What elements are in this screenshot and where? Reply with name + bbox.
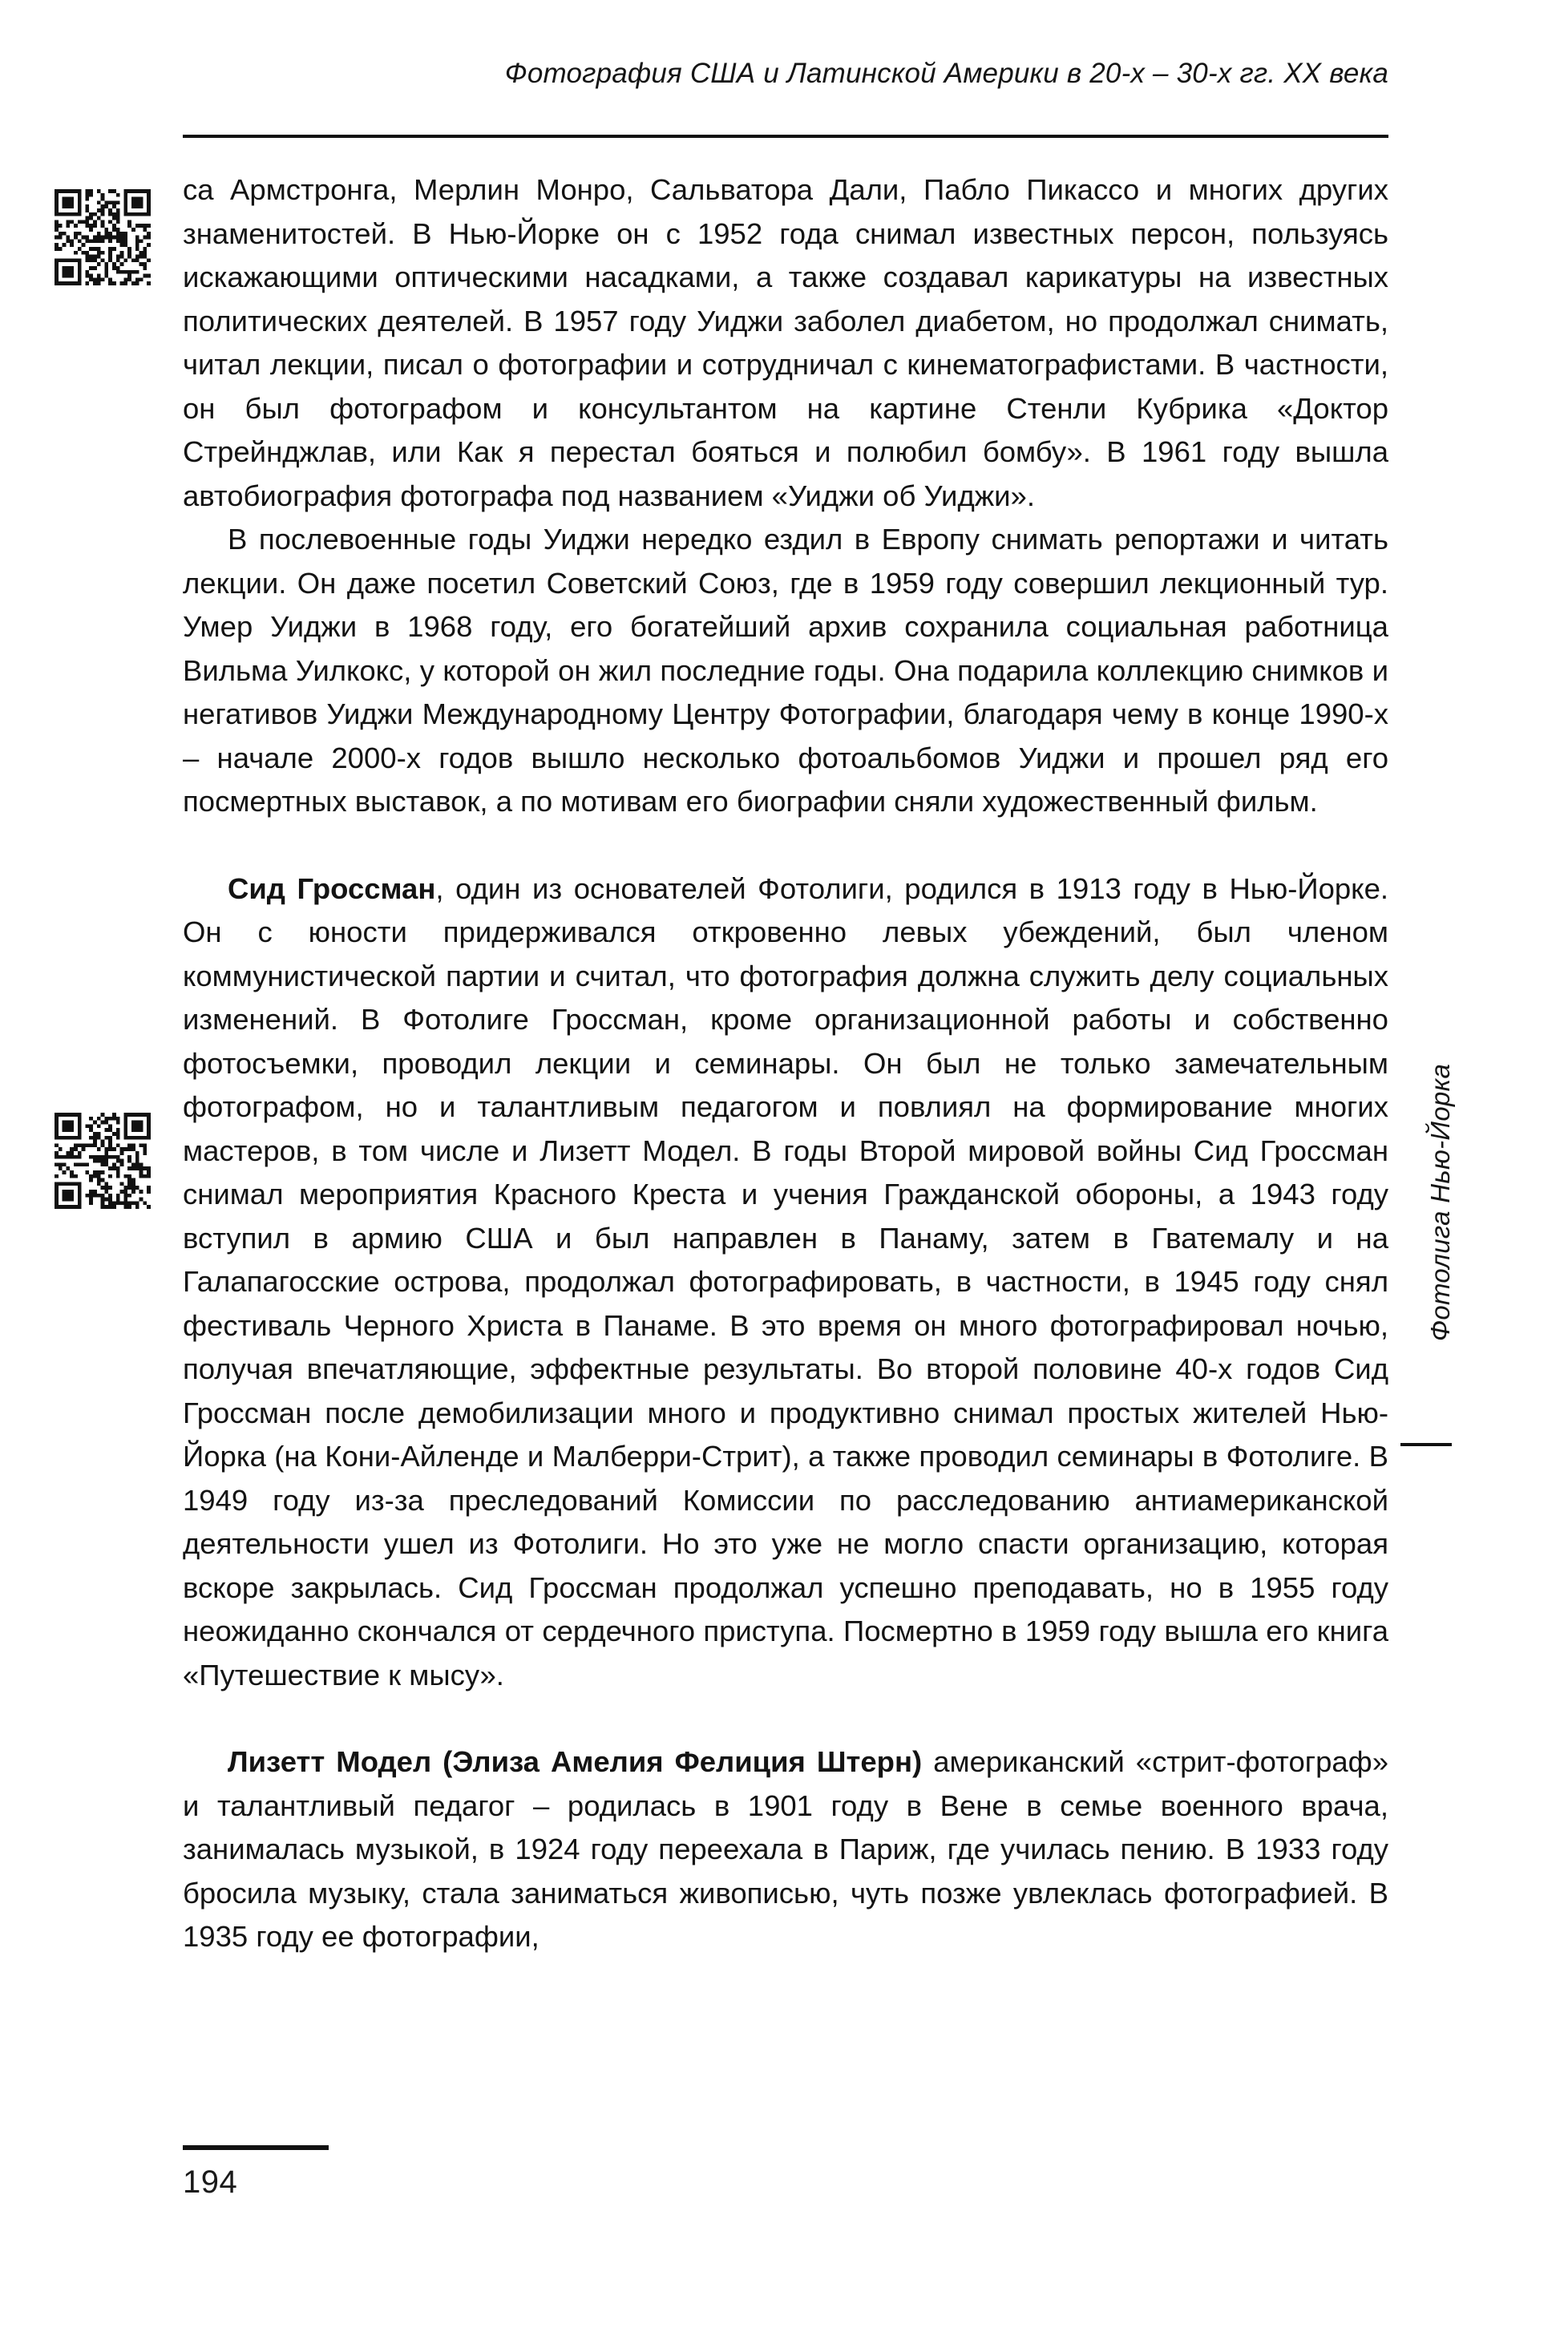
header-rule xyxy=(183,135,1388,138)
paragraph-lisette-model xyxy=(183,1740,1388,1959)
side-running-label xyxy=(1396,954,1485,1451)
paragraph-sid-grossman xyxy=(183,867,1388,1698)
paragraph-weegee-postwar xyxy=(183,518,1388,824)
footer-rule xyxy=(183,2145,329,2150)
qr-code-icon xyxy=(55,1113,151,1209)
paragraph-text: , один из основателей Фотолиги, родился в 1913 году в Нью-Йорке. Он с юности придерживался откровенно левых убеждений, был членом коммунистической партии и считал, что фотография должна служить делу социальных изменений. В Фотолиге Гроссман, кроме организационной работы и собственно фотосъемки, проводил лекции и семинары. Он был не только замечательным фотографом, но и талантливым педагогом и повлиял на формирование многих мастеров, в том числе и Лизетт Модел. В годы Второй мировой войны Сид Гроссман снимал мероприятия Красного Креста и учения Гражданской обороны, а 1943 году вступил в армию США и был направлен в Панаму, затем в Гватемалу и на Галапагосские острова, продолжал фотографировать, в частности, в 1945 году снял фестиваль Черного Христа в Панаме. В это время он много фотографировал ночью, получая впечатляющие, эффектные результаты. Во второй половине 40-х годов Сид Гроссман после демобилизации много и продуктивно снимал простых жителей Нью-Йорка (на Кони-Айленде и Малберри-Стрит), а также проводил семинары в Фотолиге. В 1949 году из-за преследований Комиссии по расследованию антиамериканской деятельности ушел из Фотолиги. Но это уже не могло спасти организацию, которая вскоре закрылась. Сид Гроссман продолжал успешно преподавать, но в 1955 году неожиданно скончался от сердечного приступа. Посмертно в 1959 году вышла его книга «Путешествие к мысу». xyxy=(183,871,1389,1691)
paragraph-lead-name: Лизетт Модел (Элиза Амелия Фелиция Штерн) xyxy=(228,1745,923,1778)
page-number: 194 xyxy=(183,2164,238,2200)
side-label-rule xyxy=(1400,1443,1452,1446)
paragraph-weegee-continued xyxy=(183,168,1388,518)
paragraph-text: В послевоенные годы Уиджи нередко ездил в Европу снимать репортажи и читать лекции. Он даже посетил Советский Союз, где в 1959 году совершил лекционный тур. Умер Уиджи в 1968 году, его богатейший архив сохранила социальная работница Вильма Уилкокс, у которой он жил последние годы. Она подарила коллекцию снимков и негативов Уиджи Международному Центру Фотографии, благодаря чему в конце 1990-х – начале 2000-х годов вышло несколько фотоальбомов Уиджи и прошел ряд его посмертных выставок, а по мотивам его биографии сняли художественный фильм. xyxy=(183,523,1388,818)
paragraph-lead-name: Сид Гроссман xyxy=(228,871,436,905)
paragraph-text: са Армстронга, Мерлин Монро, Сальватора Дали, Пабло Пикассо и многих других знаменитостей. В Нью-Йорке он с 1952 года снимал известных персон, пользуясь искажающими оптическими насадками, а также создавал карикатуры на известных политических деятелей. В 1957 году Уиджи заболел диабетом, но продолжал снимать, читал лекции, писал о фотографии и сотрудничал с кинематографистами. В частности, он был фотографом и консультантом на картине Стенли Кубрика «Доктор Стрейнджлав, или Как я перестал бояться и полюбил бомбу». В 1961 году вышла автобиография фотографа под названием «Уиджи об Уиджи». xyxy=(183,173,1388,512)
side-running-label-text: Фотолига Нью-Йорка xyxy=(1425,1063,1455,1342)
paragraph-text: американский «стрит-фотограф» и талантливый педагог – родилась в 1901 году в Вене в семье военного врача, занималась музыкой, в 1924 году переехала в Париж, где училась пению. В 1933 году бросила музыку, стала заниматься живописью, чуть позже увлеклась фотографией. В 1935 году ее фотографии, xyxy=(183,1745,1389,1953)
text-column xyxy=(183,168,1388,1959)
running-head: Фотография США и Латинской Америки в 20-х – 30-х гг. XX века xyxy=(504,58,1388,89)
qr-code-icon xyxy=(55,189,151,285)
